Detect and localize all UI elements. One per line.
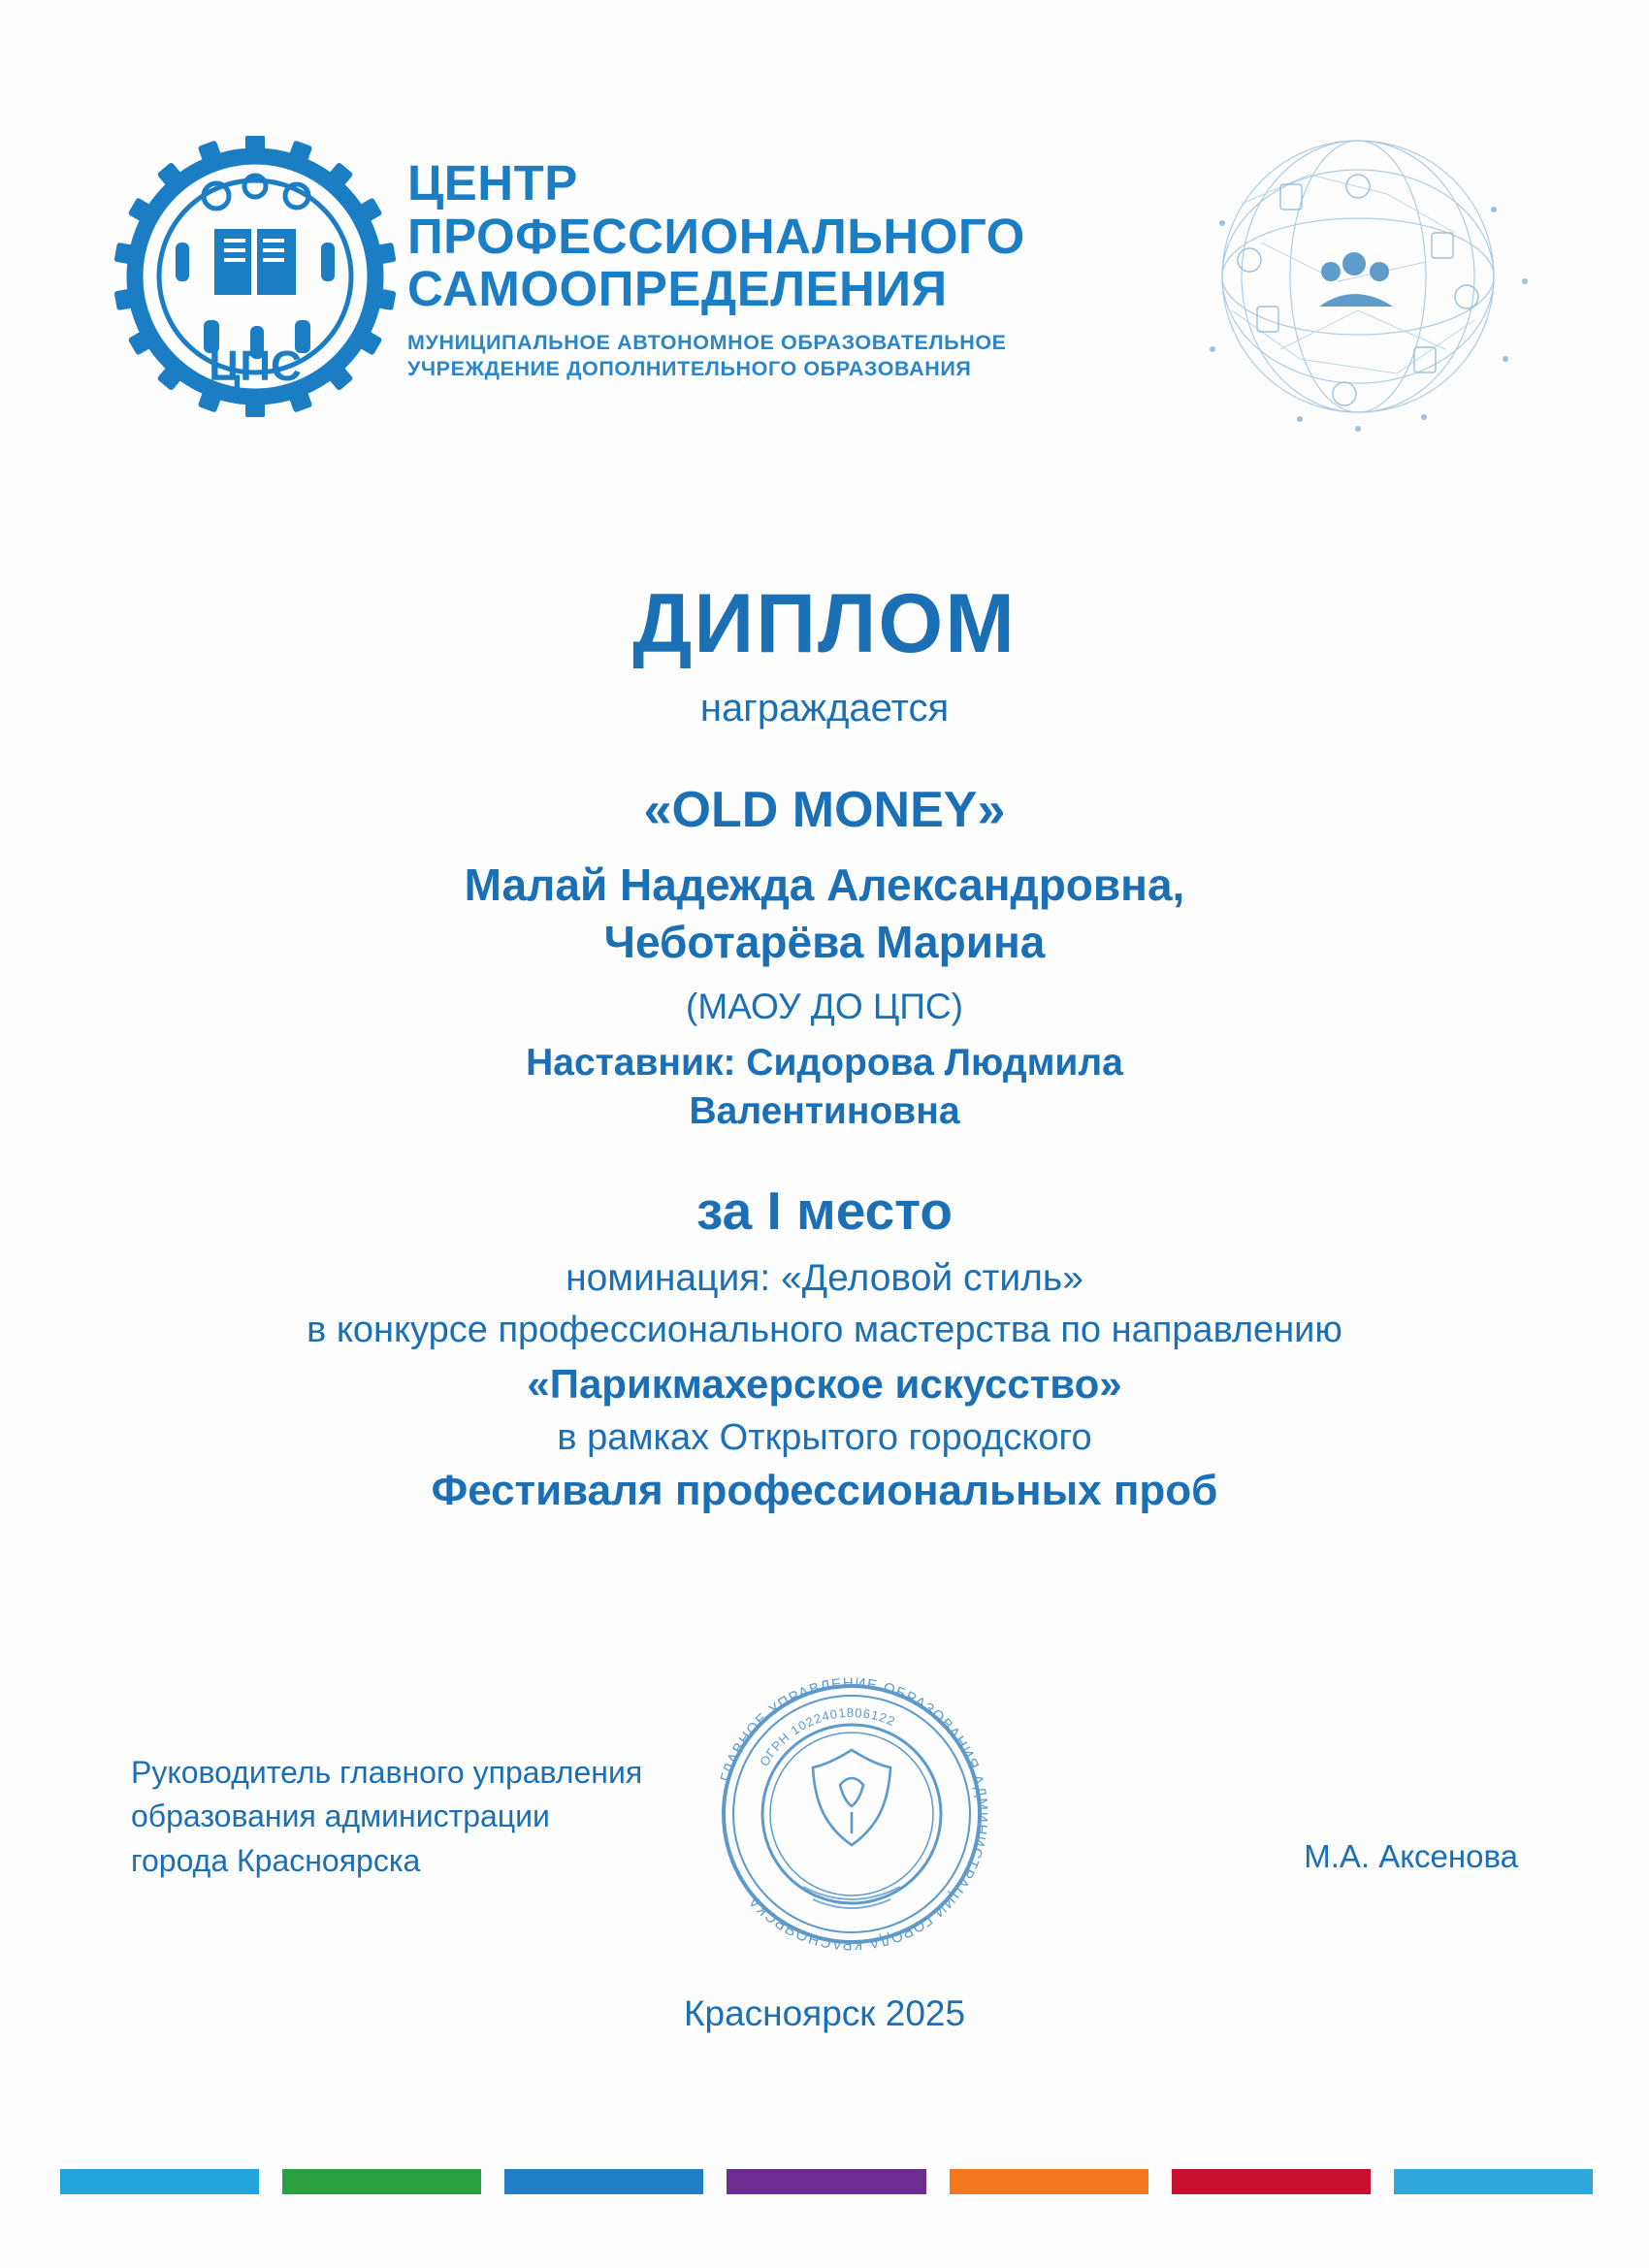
- city-year: Красноярск 2025: [683, 1993, 966, 2033]
- signatory-role-line-3: города Красноярска: [131, 1842, 421, 1878]
- footer-bar-1: [60, 2169, 259, 2194]
- footer-bar-4: [727, 2169, 925, 2194]
- signatory-name: М.А. Аксенова: [1304, 1838, 1518, 1874]
- participant-line-1: Малай Надежда Александровна,: [464, 859, 1185, 910]
- contest-direction: «Парикмахерское искусство»: [527, 1361, 1122, 1408]
- mentor-line-2: Валентиновна: [689, 1090, 960, 1133]
- footer-bar-3: [504, 2169, 703, 2194]
- network-globe-icon: [1164, 116, 1552, 456]
- cps-logo: [114, 136, 396, 417]
- stamp-outer-text: ГЛАВНОЕ УПРАВЛЕНИЕ ОБРАЗОВАНИЯ АДМИНИСТРАЦИИ ГОРОДА КРАСНОЯРСКА: [717, 1674, 991, 1954]
- place-award: за I место: [696, 1181, 953, 1242]
- signatory-role-line-2: образования администрации: [131, 1798, 550, 1834]
- signature-block: [131, 1751, 1518, 1906]
- logo-title-line-1: ЦЕНТР: [407, 155, 578, 211]
- logo-subtitle-line-2: УЧРЕЖДЕНИЕ ДОПОЛНИТЕЛЬНОГО ОБРАЗОВАНИЯ: [407, 356, 972, 380]
- book-icon: [214, 229, 296, 295]
- team-name: «OLD MONEY»: [643, 782, 1006, 838]
- participant-line-2: Чеботарёва Марина: [603, 916, 1046, 967]
- certificate-body: [0, 577, 1649, 1515]
- footer-bar-7: [1394, 2169, 1593, 2194]
- framework-label: в рамках Открытого городского: [557, 1417, 1092, 1459]
- document-header: [0, 116, 1649, 485]
- signatory-role: [131, 1751, 642, 1883]
- logo-title-line-2: ПРОФЕССИОНАЛЬНОГО: [407, 208, 1025, 264]
- footer-bar-6: [1172, 2169, 1371, 2194]
- organization-label: (МАОУ ДО ЦПС): [686, 986, 963, 1026]
- logo-text-block: [407, 157, 1145, 381]
- footer-bar-2: [282, 2169, 481, 2194]
- logo-title-line-3: САМООПРЕДЕЛЕНИЯ: [407, 261, 948, 317]
- logo-monogram: ЦПС: [209, 342, 302, 390]
- logo-subtitle-line-1: МУНИЦИПАЛЬНОЕ АВТОНОМНОЕ ОБРАЗОВАТЕЛЬНОЕ: [407, 330, 1007, 354]
- mentor-line-1: Наставник: Сидорова Людмила: [526, 1041, 1123, 1084]
- awarded-label: награждается: [699, 687, 950, 729]
- festival-name: Фестиваля профессиональных проб: [431, 1467, 1218, 1515]
- stamp-inner-text: ОГРН 1022401806122: [757, 1704, 898, 1769]
- contest-description: в конкурсе профессионального мастерства по направлению: [307, 1310, 1342, 1351]
- footer-bar-5: [950, 2169, 1148, 2194]
- signatory-role-line-1: Руководитель главного управления: [131, 1755, 643, 1790]
- page-title: ДИПЛОМ: [632, 577, 1017, 670]
- footer-color-bars: [60, 2169, 1593, 2194]
- nomination-label: номинация: «Деловой стиль»: [566, 1257, 1083, 1300]
- gear-logo-icon: [114, 136, 396, 417]
